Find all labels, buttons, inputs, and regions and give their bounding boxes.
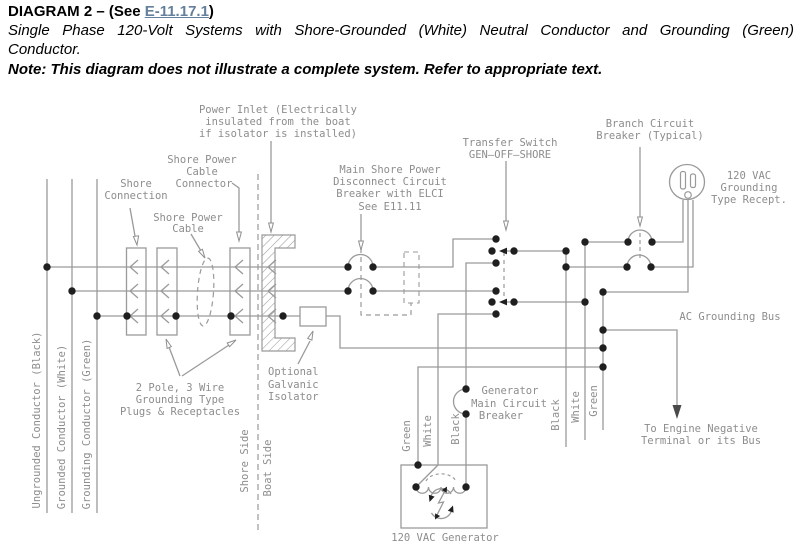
svg-text:Disconnect Circuit: Disconnect Circuit bbox=[333, 176, 447, 188]
plugs-receptacles-label: 2 Pole, 3 Wire bbox=[135, 382, 225, 394]
svg-text:Terminal or its Bus: Terminal or its Bus bbox=[640, 435, 762, 447]
transfer-switch bbox=[499, 248, 507, 306]
boat-side-wiring bbox=[326, 200, 693, 487]
svg-text:Breaker with ELCI: Breaker with ELCI bbox=[336, 188, 444, 200]
conductor-black-label: Ungrounded Conductor (Black) bbox=[31, 331, 43, 509]
main-disconnect-breaker bbox=[348, 248, 419, 315]
svg-text:Breaker (Typical): Breaker (Typical) bbox=[596, 130, 704, 142]
boat-side-label: Boat Side bbox=[262, 439, 274, 497]
receptacle-symbol bbox=[670, 165, 705, 200]
engine-negative-arrow bbox=[673, 405, 682, 419]
diagram-subtitle-line1: Single Phase 120-Volt Systems with Shore-Grounded (White) Neutral Conductor and Grounding (Green) bbox=[8, 22, 794, 39]
gen-wire-green-label: Green bbox=[401, 420, 413, 452]
svg-text:Grounding: Grounding bbox=[720, 182, 778, 194]
generator-label: 120 VAC Generator bbox=[391, 532, 499, 544]
transfer-switch-label: Transfer Switch bbox=[462, 137, 558, 149]
standard-reference-link[interactable]: E-11.17.1 bbox=[144, 3, 209, 20]
power-inlet bbox=[262, 235, 295, 351]
generator-breaker-label: Generator bbox=[481, 385, 539, 397]
conductor-white-label: Grounded Conductor (White) bbox=[56, 344, 68, 510]
ac-grounding-bus-label: AC Grounding Bus bbox=[679, 311, 781, 323]
branch-circuit-breaker bbox=[627, 230, 652, 267]
shore-connection-label: Shore bbox=[120, 178, 152, 190]
elci-sensor bbox=[404, 252, 419, 303]
svg-text:Isolator: Isolator bbox=[268, 391, 319, 403]
generator-symbol bbox=[401, 465, 487, 528]
svg-text:Connector: Connector bbox=[175, 178, 233, 190]
branch-breaker-label: Branch Circuit bbox=[605, 118, 695, 130]
gen-wire-white-label: White bbox=[422, 415, 434, 447]
svg-text:Grounding Type: Grounding Type bbox=[135, 394, 225, 406]
svg-text:Galvanic: Galvanic bbox=[268, 379, 319, 391]
bus-wire-white-label: White bbox=[570, 391, 582, 423]
svg-text:if isolator is installed): if isolator is installed) bbox=[198, 128, 358, 140]
svg-text:Main Circuit: Main Circuit bbox=[471, 398, 547, 410]
svg-text:Connection: Connection bbox=[104, 190, 168, 202]
receptacle-label: 120 VAC bbox=[726, 170, 772, 182]
engine-negative-label: To Engine Negative bbox=[644, 423, 758, 435]
svg-text:Cable: Cable bbox=[172, 223, 204, 235]
svg-text:Breaker: Breaker bbox=[478, 410, 524, 422]
svg-text:insulated from the boat: insulated from the boat bbox=[205, 116, 351, 128]
junction-dots bbox=[43, 235, 655, 493]
diagram-note: Note: This diagram does not illustrate a complete system. Refer to appropriate text. bbox=[8, 61, 603, 78]
title-suffix: ) bbox=[208, 3, 214, 20]
bus-wire-black-label: Black bbox=[550, 399, 562, 431]
conductor-green-label: Grounding Conductor (Green) bbox=[81, 338, 93, 510]
galvanic-isolator-box bbox=[300, 307, 326, 326]
generator-main-breaker bbox=[454, 389, 467, 414]
diagram-subtitle-line2: Conductor. bbox=[8, 41, 81, 58]
shore-side-label: Shore Side bbox=[239, 429, 251, 493]
svg-text:GEN—OFF—SHORE: GEN—OFF—SHORE bbox=[468, 149, 552, 161]
cable-connector-label: Shore Power bbox=[167, 154, 237, 166]
power-inlet-label: Power Inlet (Electrically bbox=[198, 104, 358, 116]
title-prefix: DIAGRAM 2 – (See bbox=[8, 3, 145, 20]
gen-wire-black-label: Black bbox=[450, 413, 462, 445]
bus-wire-green-label: Green bbox=[588, 385, 600, 417]
svg-text:Plugs & Receptacles: Plugs & Receptacles bbox=[119, 406, 241, 418]
rotation-lightning-icon bbox=[429, 487, 454, 520]
svg-text:See E11.11: See E11.11 bbox=[358, 201, 422, 213]
galvanic-isolator-label: Optional bbox=[268, 366, 319, 378]
shore-power-cable-label: Shore Power bbox=[153, 212, 223, 224]
svg-text:Cable: Cable bbox=[186, 166, 218, 178]
main-breaker-label: Main Shore Power bbox=[339, 164, 441, 176]
svg-text:Type Recept.: Type Recept. bbox=[711, 194, 787, 206]
